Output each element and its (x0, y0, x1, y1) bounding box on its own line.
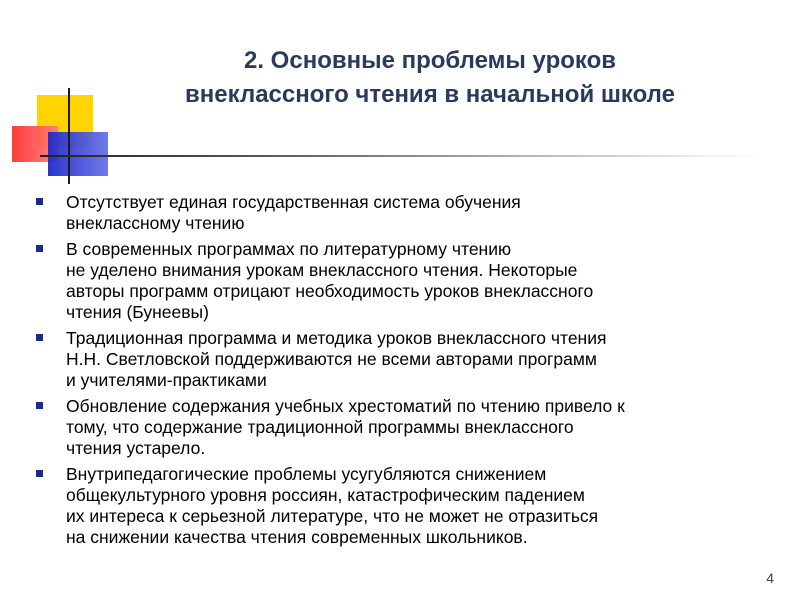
bullet-line: Внутрипедагогические проблемы усугубляются снижением (66, 464, 547, 484)
bullet-item (36, 328, 776, 391)
bullet-line: чтения (Бунеевы) (66, 302, 209, 322)
bullet-line: и учителями-практиками (66, 370, 267, 390)
bullet-line: Н.Н. Светловской поддерживаются не всеми авторами программ (66, 349, 597, 369)
decor-vertical-line (68, 88, 70, 184)
bullet-line: общекультурного уровня россиян, катастрофическим падением (66, 485, 585, 505)
bullet-item (36, 464, 776, 548)
bullet-line: внеклассному чтению (66, 213, 245, 233)
bullet-line: В современных программах по литературному чтению (66, 239, 512, 259)
bullet-line: не уделено внимания урокам внеклассного чтения. Некоторые (66, 260, 578, 280)
title-underline (40, 155, 760, 157)
bullet-item (36, 396, 776, 459)
page-number: 4 (766, 570, 774, 586)
bullet-line: Обновление содержания учебных хрестоматий по чтению привело к (66, 396, 625, 416)
bullet-line: Отсутствует единая государственная система обучения (66, 192, 521, 212)
bullet-line: тому, что содержание традиционной программы внеклассного (66, 417, 574, 437)
bullet-item (36, 192, 776, 234)
bullet-line: Традиционная программа и методика уроков внеклассного чтения (66, 328, 607, 348)
bullet-line: авторы программ отрицают необходимость уроков внеклассного (66, 281, 594, 301)
bullet-square-icon (36, 402, 43, 409)
bullet-square-icon (36, 245, 43, 252)
slide-title (100, 44, 760, 112)
slide-title-line-2: внеклассного чтения в начальной школе (185, 81, 675, 108)
bullet-line: чтения устарело. (66, 438, 206, 458)
slide-title-line-1: 2. Основные проблемы уроков (244, 47, 616, 74)
bullet-line: их интереса к серьезной литературе, что не может не отразиться (66, 506, 599, 526)
decor-blue-square (48, 132, 108, 176)
bullet-line: на снижении качества чтения современных школьников. (66, 527, 528, 547)
bullet-list (36, 192, 776, 553)
bullet-square-icon (36, 198, 43, 205)
bullet-item (36, 239, 776, 323)
bullet-square-icon (36, 334, 43, 341)
bullet-square-icon (36, 470, 43, 477)
